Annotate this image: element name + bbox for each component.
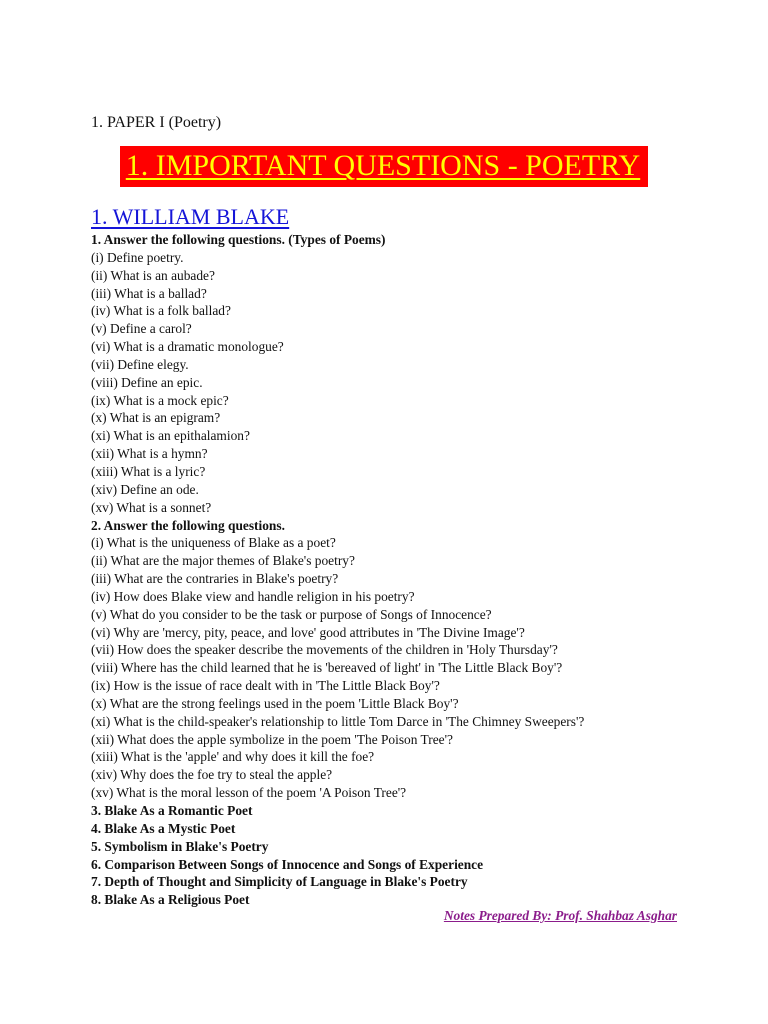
- question-item: (iii) What are the contraries in Blake's poetry?: [91, 571, 339, 587]
- question-item: (xi) What is an epithalamion?: [91, 428, 250, 444]
- question-item: (vii) Define elegy.: [91, 356, 189, 372]
- question-item: (viii) Where has the child learned that he is 'bereaved of light' in 'The Little Black Boy'?: [91, 660, 563, 676]
- section-question-heading: 8. Blake As a Religious Poet: [91, 892, 250, 908]
- question-item: (ii) What are the major themes of Blake's poetry?: [91, 553, 355, 569]
- question-item: (vii) How does the speaker describe the movements of the children in 'Holy Thursday'?: [91, 642, 558, 658]
- question-item: (ix) What is a mock epic?: [91, 392, 229, 408]
- question-item: (ix) How is the issue of race dealt with in 'The Little Black Boy'?: [91, 678, 440, 694]
- section-heading: 1. WILLIAM BLAKE: [91, 204, 290, 229]
- question-item: (xiv) Why does the foe try to steal the apple?: [91, 767, 333, 783]
- question-item: (v) Define a carol?: [91, 321, 192, 337]
- banner-container: [0, 146, 768, 187]
- question-item: (i) Define poetry.: [91, 249, 184, 265]
- question-item: (i) What is the uniqueness of Blake as a poet?: [91, 535, 336, 551]
- question-item: (xii) What does the apple symbolize in the poem 'The Poison Tree'?: [91, 731, 453, 747]
- question-item: (x) What is an epigram?: [91, 410, 221, 426]
- question-item: (xii) What is a hymn?: [91, 446, 208, 462]
- section-question-heading: 7. Depth of Thought and Simplicity of Language in Blake's Poetry: [91, 874, 468, 890]
- question-list: [91, 231, 731, 909]
- question-item: (iv) How does Blake view and handle religion in his poetry?: [91, 588, 415, 604]
- question-item: (iv) What is a folk ballad?: [91, 303, 231, 319]
- section-question-heading: 3. Blake As a Romantic Poet: [91, 803, 253, 818]
- author-credit: Notes Prepared By: Prof. Shahbaz Asghar: [443, 908, 677, 923]
- question-item: (x) What are the strong feelings used in the poem 'Little Black Boy'?: [91, 695, 459, 711]
- section-question-heading: 6. Comparison Between Songs of Innocence and Songs of Experience: [91, 856, 484, 872]
- question-item: (xv) What is the moral lesson of the poem 'A Poison Tree'?: [91, 785, 407, 801]
- paper-label: 1. PAPER I (Poetry): [91, 114, 222, 131]
- question-item: (xiii) What is a lyric?: [91, 463, 206, 479]
- section-question-heading: 5. Symbolism in Blake's Poetry: [91, 838, 269, 854]
- banner-title: 1. IMPORTANT QUESTIONS - POETRY: [120, 146, 648, 187]
- question-item: (v) What do you consider to be the task or purpose of Songs of Innocence?: [91, 606, 492, 622]
- question-item: (ii) What is an aubade?: [91, 267, 215, 283]
- question-item: (xiv) Define an ode.: [91, 481, 199, 497]
- question-item: (vi) What is a dramatic monologue?: [91, 339, 284, 355]
- section-question-heading: 4. Blake As a Mystic Poet: [91, 820, 236, 836]
- question-item: (xi) What is the child-speaker's relationship to little Tom Darce in 'The Chimney Sweepers'?: [91, 713, 585, 729]
- question-item: (viii) Define an epic.: [91, 374, 203, 390]
- question-item: (xiii) What is the 'apple' and why does it kill the foe?: [91, 749, 375, 765]
- section-question-heading: 2. Answer the following questions.: [91, 517, 285, 533]
- question-item: (xv) What is a sonnet?: [91, 499, 212, 515]
- question-item: (iii) What is a ballad?: [91, 285, 207, 301]
- section-question-heading: 1. Answer the following questions. (Types of Poems): [91, 232, 386, 247]
- question-item: (vi) Why are 'mercy, pity, peace, and love' good attributes in 'The Divine Image'?: [91, 624, 525, 640]
